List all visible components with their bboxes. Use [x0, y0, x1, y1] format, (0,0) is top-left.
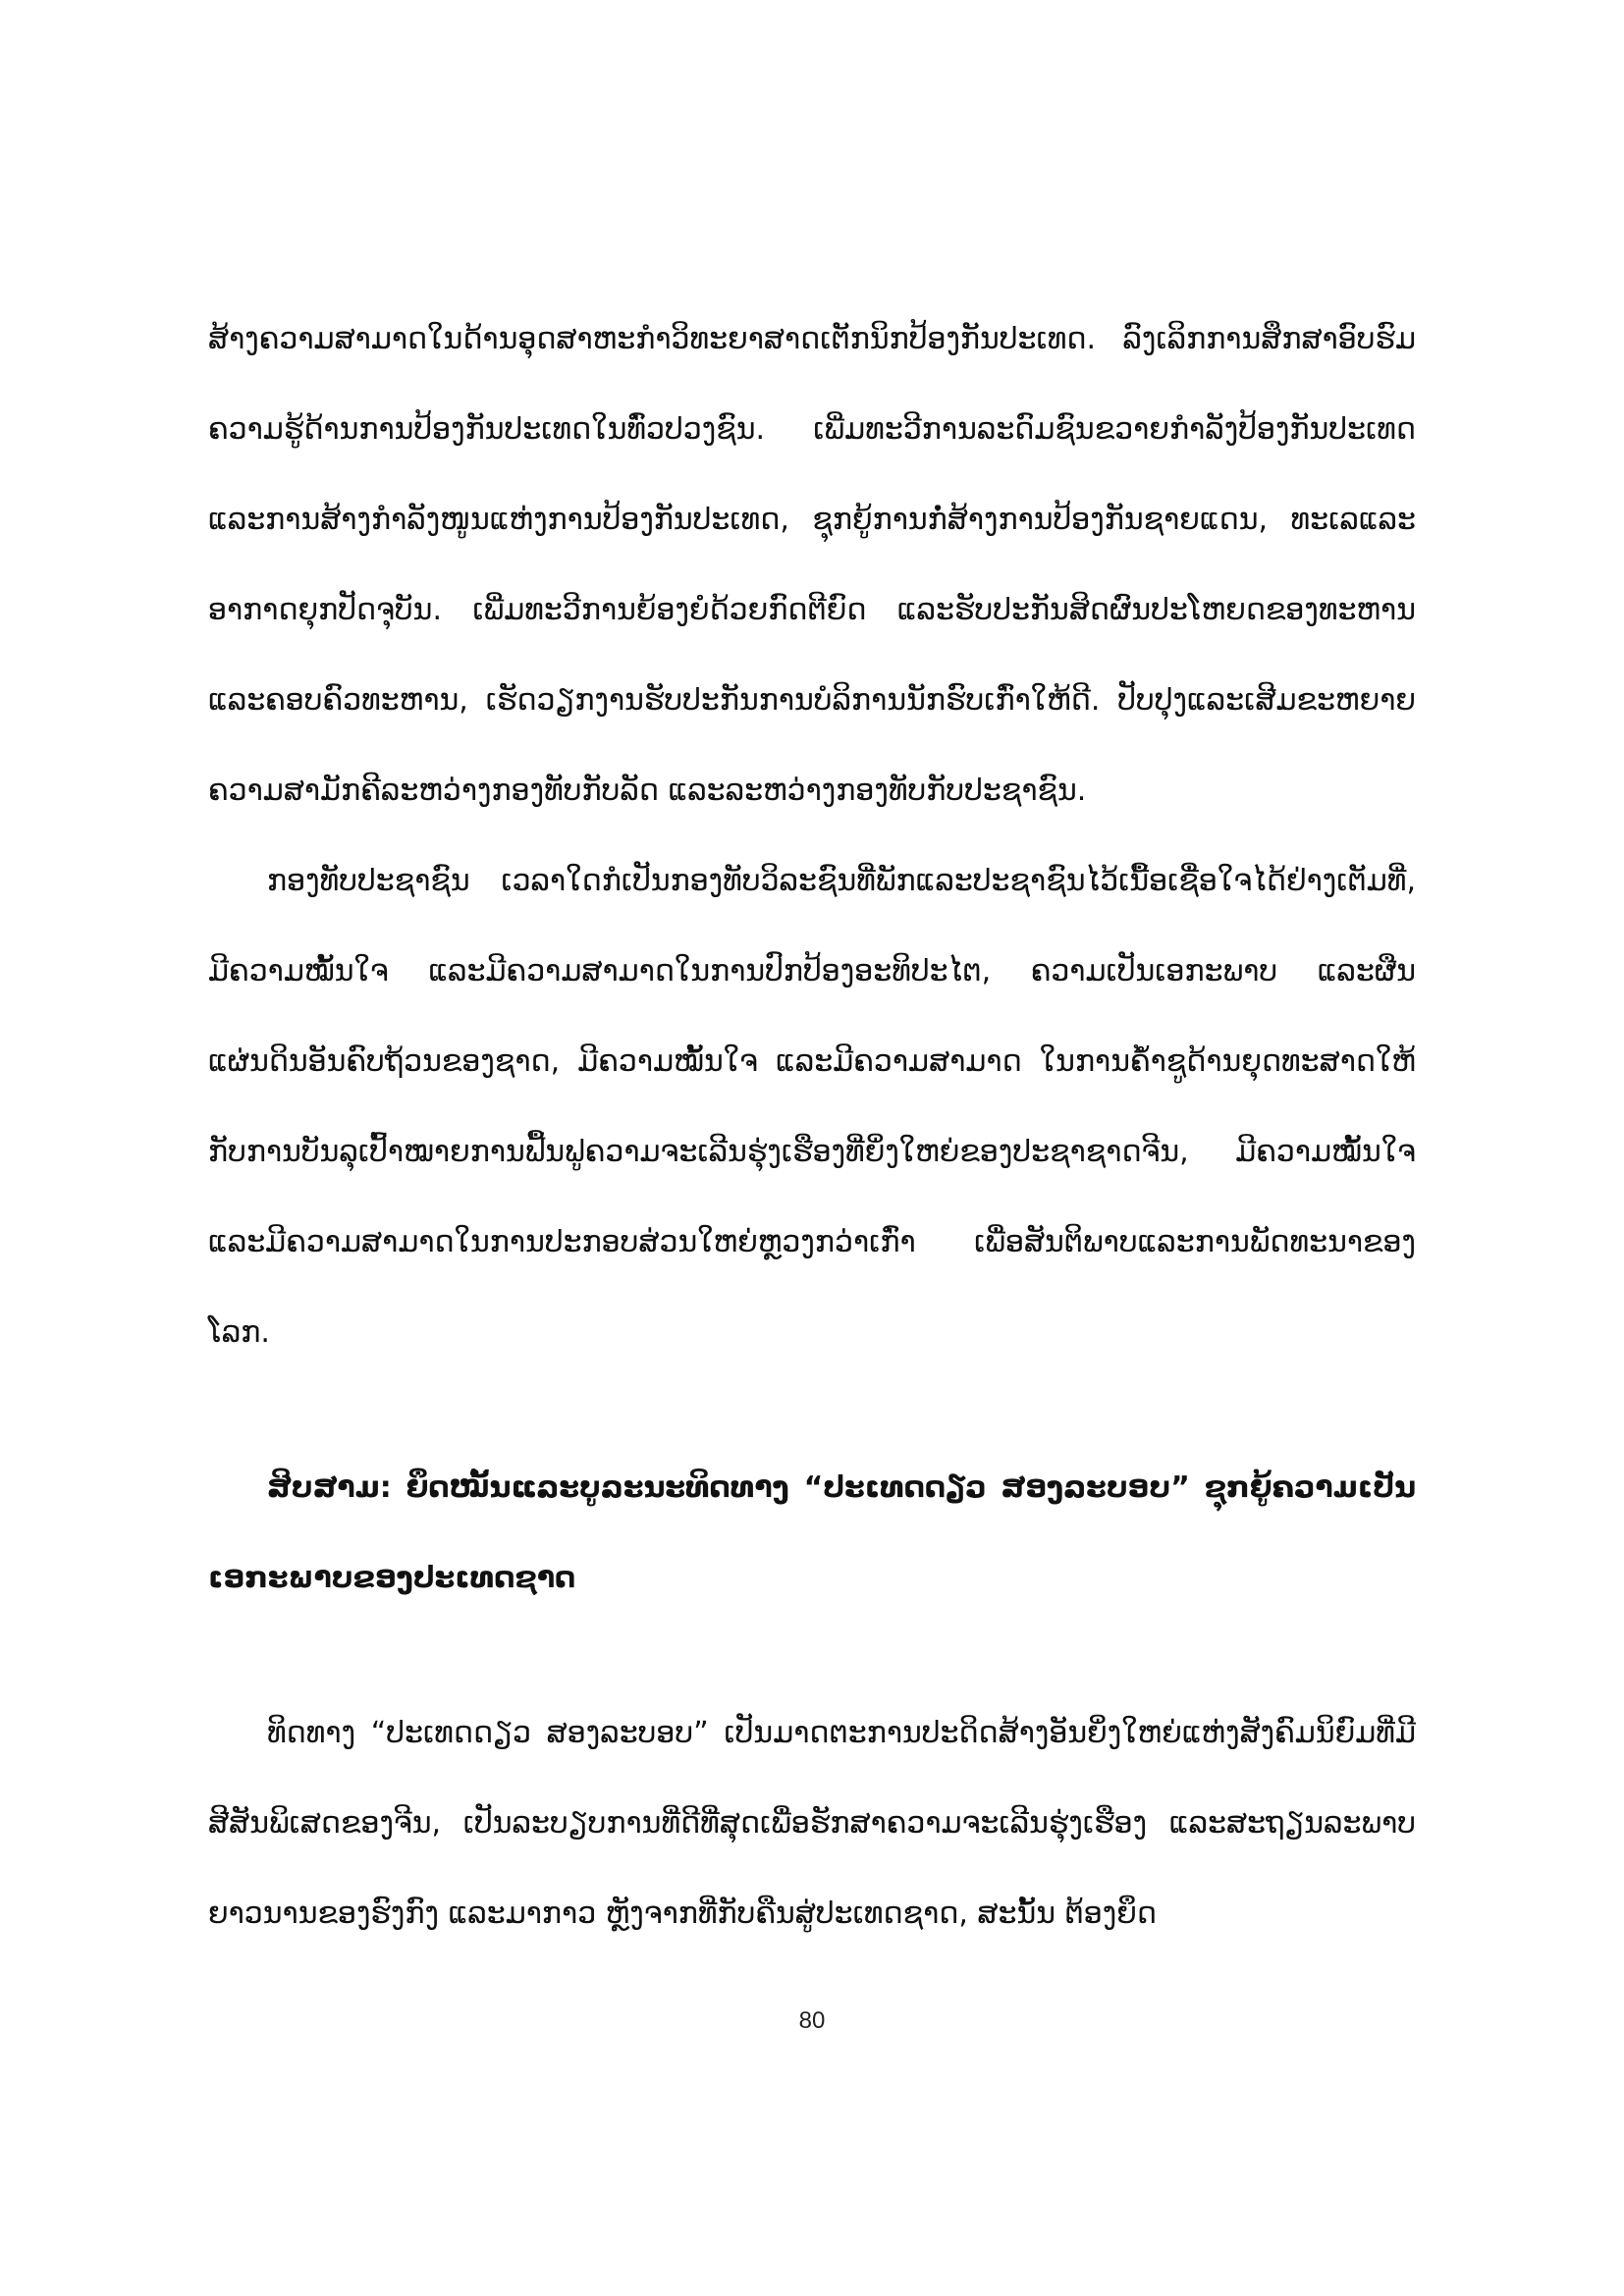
section-heading: ສິບສາມ: ຍຶດໝັ້ນແລະບູລະນະທິດທາງ “ປະເທດດຽວ ສອງລະບອບ” ຊຸກຍູ້ຄວາມເປັນເອກະພາບຂອງປະເທດຊາດ — [208, 1470, 1416, 1595]
page-number: 80 — [798, 2007, 826, 2034]
paragraph-defense-industry: ສ້າງຄວາມສາມາດໃນດ້ານອຸດສາຫະກຳວິທະຍາສາດເຕັກນິກປ້ອງກັນປະເທດ. ລົງເລິກການສຶກສາອົບຮົມຄວາມຮູ້ດ້ານການປ້ອງກັນປະເທດໃນທົ່ວປວງຊົນ. ເພີ່ມທະວີການລະດົມຊົນຂວາຍກຳລັງປ້ອງກັນປະເທດແລະການສ້າງກຳລັງໜູນແຫ່ງການປ້ອງກັນປະເທດ, ຊຸກຍູ້ການກໍ່ສ້າງການປ້ອງກັນຊາຍແດນ, ທະເລແລະອາກາດຍຸກປັດຈຸບັນ. ເພີ່ມທະວີການຍ້ອງຍໍດ້ວຍກົດຕີຍົດ ແລະຮັບປະກັນສິດຜົນປະໂຫຍດຂອງທະຫານ ແລະຄອບຄົວທະຫານ, ເຮັດວຽກງານຮັບປະກັນການບໍລິການນັກຮົບເກົ່າໃຫ້ດີ. ປັບປຸງແລະເສີມຂະຫຍາຍຄວາມສາມັກຄີລະຫວ່າງກອງທັບກັບລັດ ແລະລະຫວ່າງກອງທັບກັບປະຊາຊົນ. — [208, 322, 1416, 808]
paragraph-one-country-two-systems: ທິດທາງ “ປະເທດດຽວ ສອງລະບອບ” ເປັນມາດຕະການປະດິດສ້າງອັນຍິ່ງໃຫຍ່ແຫ່ງສັງຄົມນິຍົມທີ່ມີສີສັນພິເສດຂອງຈີນ, ເປັນລະບຽບການທີ່ດີທີ່ສຸດເພື່ອຮັກສາຄວາມຈະເລີນຮຸ່ງເຮືອງ ແລະສະຖຽນລະພາບຍາວນານຂອງຮົງກົງ ແລະມາກາວ ຫຼັງຈາກທີ່ກັບຄືນສູ່ປະເທດຊາດ, ສະນັ້ນ ຕ້ອງຍຶດ — [208, 1716, 1416, 1931]
document-body — [208, 294, 1416, 1959]
paragraph-peoples-army: ກອງທັບປະຊາຊົນ ເວລາໃດກໍເປັນກອງທັບວິລະຊົນທີ່ພັກແລະປະຊາຊົນໄວ້ເນື້ອເຊື່ອໃຈໄດ້ຢ່າງເຕັມທີ່, ມີຄວາມໝັ້ນໃຈ ແລະມີຄວາມສາມາດໃນການປົກປ້ອງອະທິປະໄຕ, ຄວາມເປັນເອກະພາບ ແລະຜືນແຜ່ນດິນອັນຄົບຖ້ວນຂອງຊາດ, ມີຄວາມໝັ້ນໃຈ ແລະມີຄວາມສາມາດ ໃນການຄ້ຳຊູດ້ານຍຸດທະສາດໃຫ້ກັບການບັນລຸເປົ້າໝາຍການຟື້ນຟູຄວາມຈະເລີນຮຸ່ງເຮືອງທີ່ຍິ່ງໃຫຍ່ຂອງປະຊາຊາດຈີນ, ມີຄວາມໝັ້ນໃຈ ແລະມີຄວາມສາມາດໃນການປະກອບສ່ວນໃຫຍ່ຫຼວງກວ່າເກົ່າ ເພື່ອສັນຕິພາບແລະການພັດທະນາຂອງໂລກ. — [208, 864, 1416, 1350]
